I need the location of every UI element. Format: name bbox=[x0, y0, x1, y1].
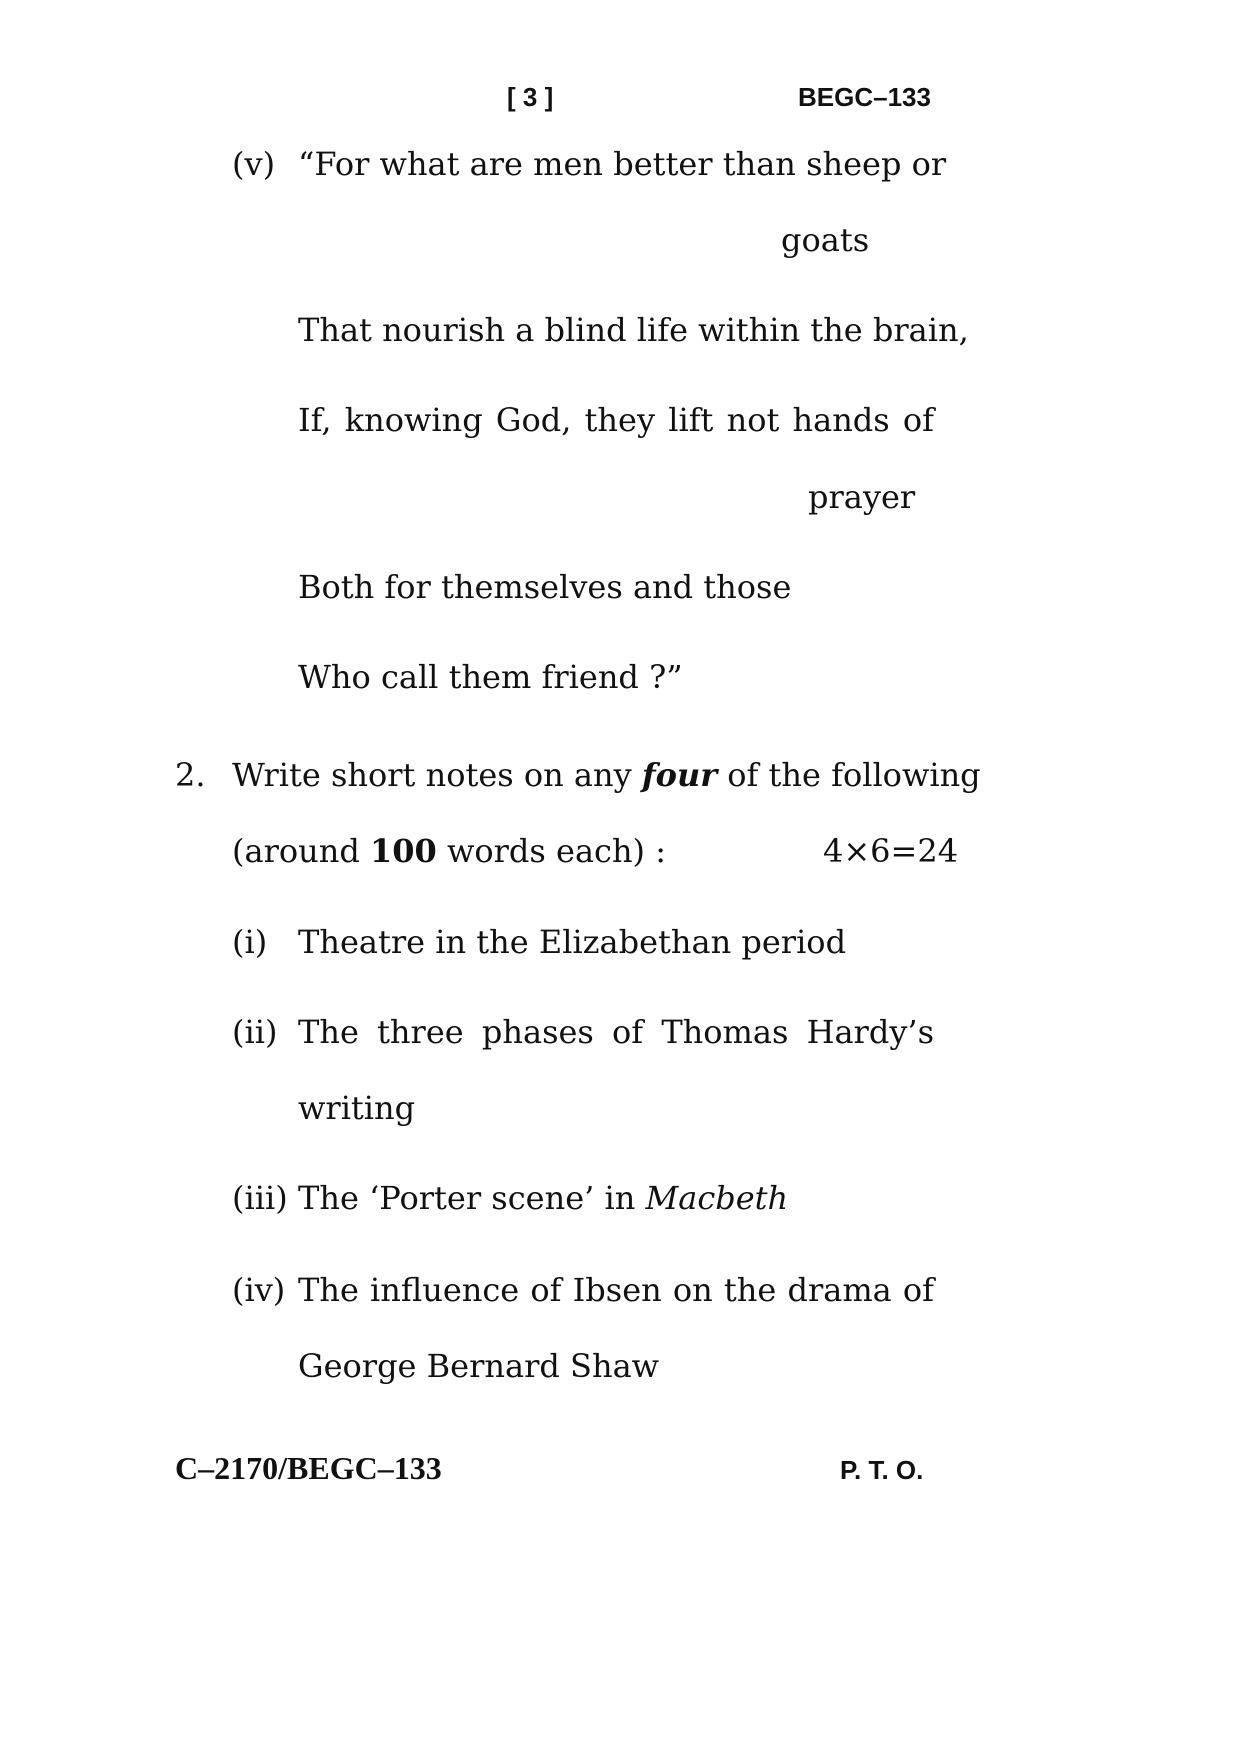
item-text-ii-line-1: The three phases of Thomas Hardy’s bbox=[298, 1013, 934, 1051]
item-text-i: Theatre in the Elizabethan period bbox=[298, 923, 847, 961]
item-text-ii-line-2: writing bbox=[298, 1089, 416, 1127]
item-label-v: (v) bbox=[232, 145, 276, 183]
quote-line-1: “For what are men better than sheep or bbox=[298, 145, 947, 183]
quote-line-3: If, knowing God, they lift not hands of bbox=[298, 401, 934, 439]
quote-line-3-continued: prayer bbox=[808, 478, 916, 516]
item-label-ii: (ii) bbox=[232, 1013, 278, 1051]
quote-line-1-continued: goats bbox=[781, 221, 870, 259]
quote-line-4: Both for themselves and those bbox=[298, 568, 792, 606]
question-number-2: 2. bbox=[175, 756, 206, 794]
paper-code-footer: C–2170/BEGC–133 bbox=[175, 1450, 442, 1486]
item-text-iv-line-1: The influence of Ibsen on the drama of bbox=[298, 1271, 934, 1309]
pto-label: P. T. O. bbox=[840, 1455, 924, 1485]
question-2-line-2: (around 100 words each) : bbox=[232, 832, 666, 870]
course-code-header: BEGC–133 bbox=[798, 82, 931, 112]
question-2-line-1: Write short notes on any four of the following bbox=[232, 756, 981, 794]
item-label-iii: (iii) bbox=[232, 1179, 288, 1217]
quote-line-2: That nourish a blind life within the brain, bbox=[298, 311, 969, 349]
quote-line-5: Who call them friend ?” bbox=[298, 658, 683, 696]
page-number: [ 3 ] bbox=[507, 82, 554, 112]
marks-allocation: 4×6=24 bbox=[823, 832, 959, 870]
item-label-i: (i) bbox=[232, 923, 268, 961]
item-label-iv: (iv) bbox=[232, 1271, 286, 1309]
item-text-iii: The ‘Porter scene’ in Macbeth bbox=[298, 1179, 789, 1217]
item-text-iv-line-2: George Bernard Shaw bbox=[298, 1347, 660, 1385]
